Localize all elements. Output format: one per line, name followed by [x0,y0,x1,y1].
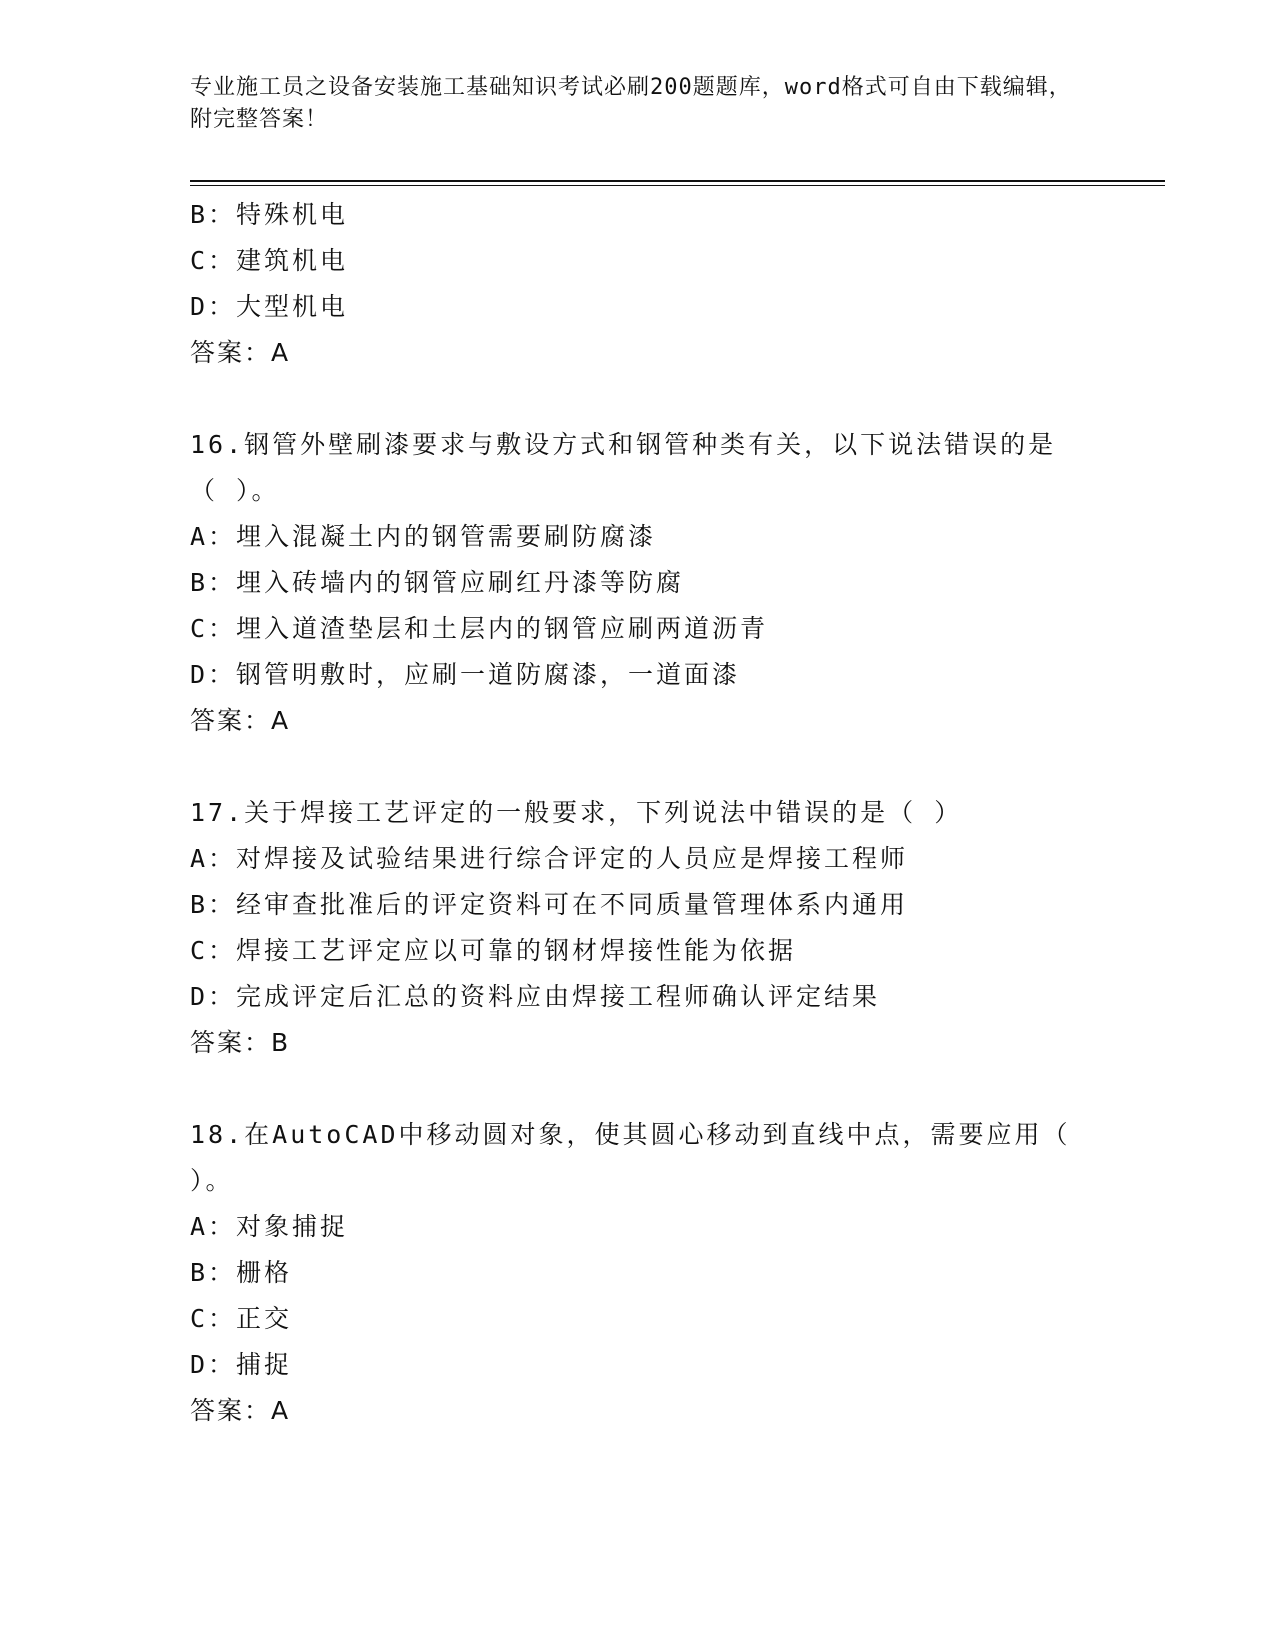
option-d: D：捕捉 [190,1350,293,1379]
question-stem: 16.钢管外壁刷漆要求与敷设方式和钢管种类有关，以下说法错误的是（ ）。 [190,430,1057,505]
question-15-partial [190,192,1090,376]
answer-line: 答案：A [190,706,291,735]
option-b: B：栅格 [190,1258,293,1287]
option-d: D：钢管明敷时，应刷一道防腐漆，一道面漆 [190,660,741,689]
answer-line: 答案：B [190,1028,291,1057]
option-d: D：大型机电 [190,292,349,321]
answer-line: 答案：A [190,338,291,367]
option-a: A：埋入混凝土内的钢管需要刷防腐漆 [190,522,657,551]
question-18 [190,1112,1090,1434]
option-a: A：对焊接及试验结果进行综合评定的人员应是焊接工程师 [190,844,909,873]
header-divider [190,180,1165,187]
option-c: C：正交 [190,1304,293,1333]
question-16 [190,422,1090,744]
option-b: B：埋入砖墙内的钢管应刷红丹漆等防腐 [190,568,685,597]
question-stem: 18.在AutoCAD中移动圆对象，使其圆心移动到直线中点，需要应用（ ）。 [190,1120,1071,1195]
question-stem: 17.关于焊接工艺评定的一般要求，下列说法中错误的是（ ） [190,798,963,827]
option-b: B：特殊机电 [190,200,349,229]
option-c: C：建筑机电 [190,246,349,275]
answer-line: 答案：A [190,1396,291,1425]
option-d: D：完成评定后汇总的资料应由焊接工程师确认评定结果 [190,982,881,1011]
question-list [190,192,1090,1434]
question-17 [190,790,1090,1066]
document-header: 专业施工员之设备安装施工基础知识考试必刷200题题库，word格式可自由下载编辑，附完整答案！ [190,75,1072,132]
option-c: C：埋入道渣垫层和土层内的钢管应刷两道沥青 [190,614,769,643]
option-a: A：对象捕捉 [190,1212,349,1241]
option-b: B：经审查批准后的评定资料可在不同质量管理体系内通用 [190,890,909,919]
option-c: C：焊接工艺评定应以可靠的钢材焊接性能为依据 [190,936,797,965]
